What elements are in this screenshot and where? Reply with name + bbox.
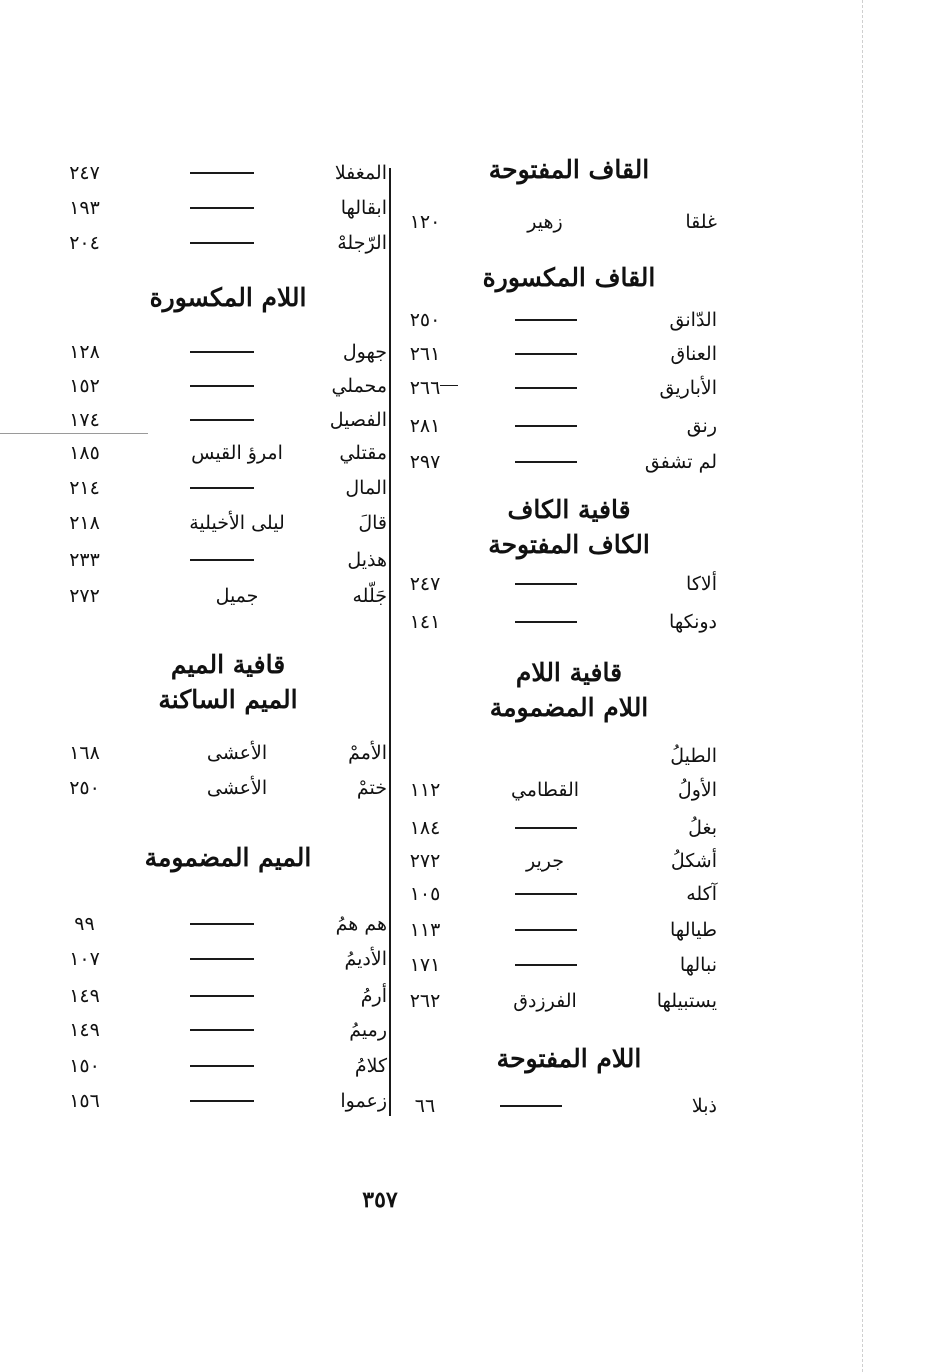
page-ref: ١٥٢ xyxy=(69,375,100,397)
same-poet-dash xyxy=(515,621,577,623)
page-ref: ٢١٨ xyxy=(69,512,100,534)
page-ref: ٢٤٧ xyxy=(409,573,441,595)
rhyme-word: ألاكا xyxy=(686,573,717,595)
rhyme-word: الأممْ xyxy=(348,742,387,764)
page-ref: ١٠٥ xyxy=(409,883,441,905)
index-row xyxy=(395,566,725,602)
same-poet-dash xyxy=(190,958,254,960)
section-heading: الميم المضمومة xyxy=(144,843,312,872)
page-ref: ١٥٠ xyxy=(69,1055,100,1077)
index-row xyxy=(395,408,725,444)
same-poet-dash xyxy=(190,559,254,561)
section-heading: اللام المفتوحة xyxy=(496,1044,642,1073)
same-poet-dash xyxy=(190,1029,254,1031)
rhyme-word: الأباريق xyxy=(659,377,717,399)
page-ref: ١٤١ xyxy=(409,611,441,633)
same-poet-dash xyxy=(515,583,577,585)
poet-name: القطامي xyxy=(510,779,580,801)
section-subheading: اللام المضمومة xyxy=(489,693,649,722)
index-row xyxy=(395,336,725,372)
same-poet-dash xyxy=(190,351,254,353)
rhyme-word: بغلُ xyxy=(688,817,717,839)
index-row xyxy=(395,1088,725,1124)
poet-name: زهير xyxy=(527,211,563,233)
rhyme-word: لم تشفق xyxy=(644,451,717,473)
same-poet-dash xyxy=(190,995,254,997)
page-ref: ٢٤٧ xyxy=(69,162,100,184)
page-ref: ٢٧٢ xyxy=(409,850,441,872)
index-row xyxy=(52,735,387,771)
index-row xyxy=(52,225,387,261)
rhyme-word: يستبيلها xyxy=(656,990,717,1012)
page-ref: ٢٥٠ xyxy=(409,309,441,331)
same-poet-dash xyxy=(515,387,577,389)
page-ref: ١٥٦ xyxy=(69,1090,100,1112)
scan-artifact-dash xyxy=(440,385,458,386)
index-row xyxy=(52,1048,387,1084)
index-row xyxy=(395,843,725,879)
index-row xyxy=(52,578,387,614)
page-ref: ٩٩ xyxy=(74,913,95,935)
section-subheading: الكاف المفتوحة xyxy=(488,530,650,559)
same-poet-dash xyxy=(515,929,577,931)
page-ref: ٦٦ xyxy=(414,1095,436,1117)
rhyme-word: أرمُ xyxy=(360,985,387,1007)
rhyme-word: ذبلا xyxy=(691,1095,717,1117)
poet-name: ليلى الأخيلية xyxy=(189,512,285,534)
index-row xyxy=(52,505,387,541)
index-row xyxy=(52,368,387,404)
rhyme-word: جهول xyxy=(342,341,387,363)
page-ref: ١٦٨ xyxy=(69,742,100,764)
same-poet-dash xyxy=(515,425,577,427)
rhyme-word: الدّانق xyxy=(669,309,717,331)
rhyme-word: طيالها xyxy=(670,919,717,941)
rhyme-word: دونكها xyxy=(669,611,717,633)
index-row xyxy=(395,876,725,912)
same-poet-dash xyxy=(515,893,577,895)
page-ref: ٢٦١ xyxy=(409,343,441,365)
index-row xyxy=(52,978,387,1014)
rhyme-word: آكله xyxy=(686,883,717,905)
index-row xyxy=(52,542,387,578)
page-ref: ٢٦٢ xyxy=(409,990,441,1012)
page-ref: ٢٠٤ xyxy=(69,232,100,254)
page-ref: ١١٢ xyxy=(409,779,441,801)
index-row xyxy=(52,190,387,226)
same-poet-dash xyxy=(190,1100,254,1102)
same-poet-dash xyxy=(190,207,254,209)
index-row xyxy=(52,1012,387,1048)
same-poet-dash xyxy=(515,461,577,463)
same-poet-dash xyxy=(190,172,254,174)
rhyme-word: زعموا xyxy=(340,1090,387,1112)
rhyme-word: جَلّله xyxy=(352,585,387,607)
index-row xyxy=(395,983,725,1019)
index-row xyxy=(52,435,387,471)
section-subheading: الميم الساكنة xyxy=(158,685,298,714)
same-poet-dash xyxy=(515,827,577,829)
page-ref: ١٢٨ xyxy=(69,341,100,363)
same-poet-dash xyxy=(515,964,577,966)
page-ref: ٢٣٣ xyxy=(69,549,100,571)
page-ref: ٢٩٧ xyxy=(409,451,441,473)
index-row xyxy=(52,470,387,506)
section-heading: قافية الميم xyxy=(170,650,286,679)
same-poet-dash xyxy=(515,353,577,355)
page-ref: ١٢٠ xyxy=(409,211,441,233)
rhyme-word: الأديمُ xyxy=(344,948,387,970)
index-row xyxy=(52,941,387,977)
page-ref: ١٨٥ xyxy=(69,442,100,464)
page-ref: ١٨٤ xyxy=(409,817,441,839)
index-row xyxy=(395,912,725,948)
rhyme-word: ختمْ xyxy=(356,777,387,799)
section-heading: القاف المفتوحة xyxy=(488,155,650,184)
page-ref: ٢٥٠ xyxy=(69,777,100,799)
column-divider xyxy=(389,168,391,1116)
page-ref: ١٤٩ xyxy=(69,1019,100,1041)
page-edge-line xyxy=(862,0,863,1372)
same-poet-dash xyxy=(190,242,254,244)
rhyme-word: قالَ xyxy=(358,512,387,534)
poet-name: الفرزدق xyxy=(513,990,577,1012)
rhyme-word: رنق xyxy=(686,415,717,437)
poet-name: جميل xyxy=(215,585,259,607)
rhyme-word: مقتلي xyxy=(339,442,387,464)
page-ref: ١٤٩ xyxy=(69,985,100,1007)
page-ref: ١٧١ xyxy=(409,954,441,976)
index-row xyxy=(395,370,725,406)
rhyme-word: الفصيل xyxy=(329,409,387,431)
same-poet-dash xyxy=(515,319,577,321)
page-ref: ٢٨١ xyxy=(409,415,441,437)
page-ref: ٢٧٢ xyxy=(69,585,100,607)
index-row xyxy=(52,1083,387,1119)
same-poet-dash xyxy=(190,385,254,387)
rhyme-word: الطيلُ xyxy=(670,745,717,767)
page-ref: ١٧٤ xyxy=(69,409,100,431)
rhyme-word: أشكلُ xyxy=(670,850,717,872)
rhyme-word: هذيل xyxy=(347,549,387,571)
rhyme-word: العناق xyxy=(670,343,717,365)
index-row xyxy=(52,155,387,191)
rhyme-word: ابقالها xyxy=(340,197,387,219)
poet-name: جرير xyxy=(526,850,564,872)
poet-name: الأعشى xyxy=(206,742,268,764)
rhyme-word: المغفلا xyxy=(334,162,387,184)
index-row xyxy=(395,738,725,774)
index-row xyxy=(395,810,725,846)
same-poet-dash xyxy=(500,1105,562,1107)
index-row xyxy=(395,947,725,983)
poet-name: الأعشى xyxy=(206,777,268,799)
section-heading: قافية اللام xyxy=(515,658,623,687)
index-row xyxy=(52,906,387,942)
index-row xyxy=(52,770,387,806)
index-row xyxy=(395,772,725,808)
rhyme-word: نبالها xyxy=(679,954,717,976)
page-number: ٣٥٧ xyxy=(362,1187,398,1213)
index-row xyxy=(395,204,725,240)
rhyme-word: كلامُ xyxy=(354,1055,387,1077)
rhyme-word: الأولُ xyxy=(677,779,717,801)
section-heading: قافية الكاف xyxy=(507,495,631,524)
section-heading: اللام المكسورة xyxy=(149,283,307,312)
rhyme-word: غلقا xyxy=(685,211,717,233)
same-poet-dash xyxy=(190,923,254,925)
same-poet-dash xyxy=(190,419,254,421)
same-poet-dash xyxy=(190,1065,254,1067)
index-row xyxy=(395,444,725,480)
page-ref: ١٩٣ xyxy=(69,197,100,219)
page-ref: ١١٣ xyxy=(409,919,441,941)
section-heading: القاف المكسورة xyxy=(482,263,656,292)
rhyme-word: الرّجلهْ xyxy=(337,232,387,254)
page-ref: ٢٦٦ xyxy=(409,377,441,399)
rhyme-word: محملي xyxy=(331,375,387,397)
index-row xyxy=(395,302,725,338)
page-ref: ١٠٧ xyxy=(69,948,100,970)
rhyme-word: رميمُ xyxy=(349,1019,387,1041)
poet-name: امرؤ القيس xyxy=(191,442,283,464)
index-row xyxy=(52,334,387,370)
scan-artifact-line xyxy=(0,433,148,434)
rhyme-word: هم همُ xyxy=(335,913,387,935)
index-row xyxy=(395,604,725,640)
page-ref: ٢١٤ xyxy=(69,477,100,499)
same-poet-dash xyxy=(190,487,254,489)
rhyme-word: المال xyxy=(345,477,387,499)
